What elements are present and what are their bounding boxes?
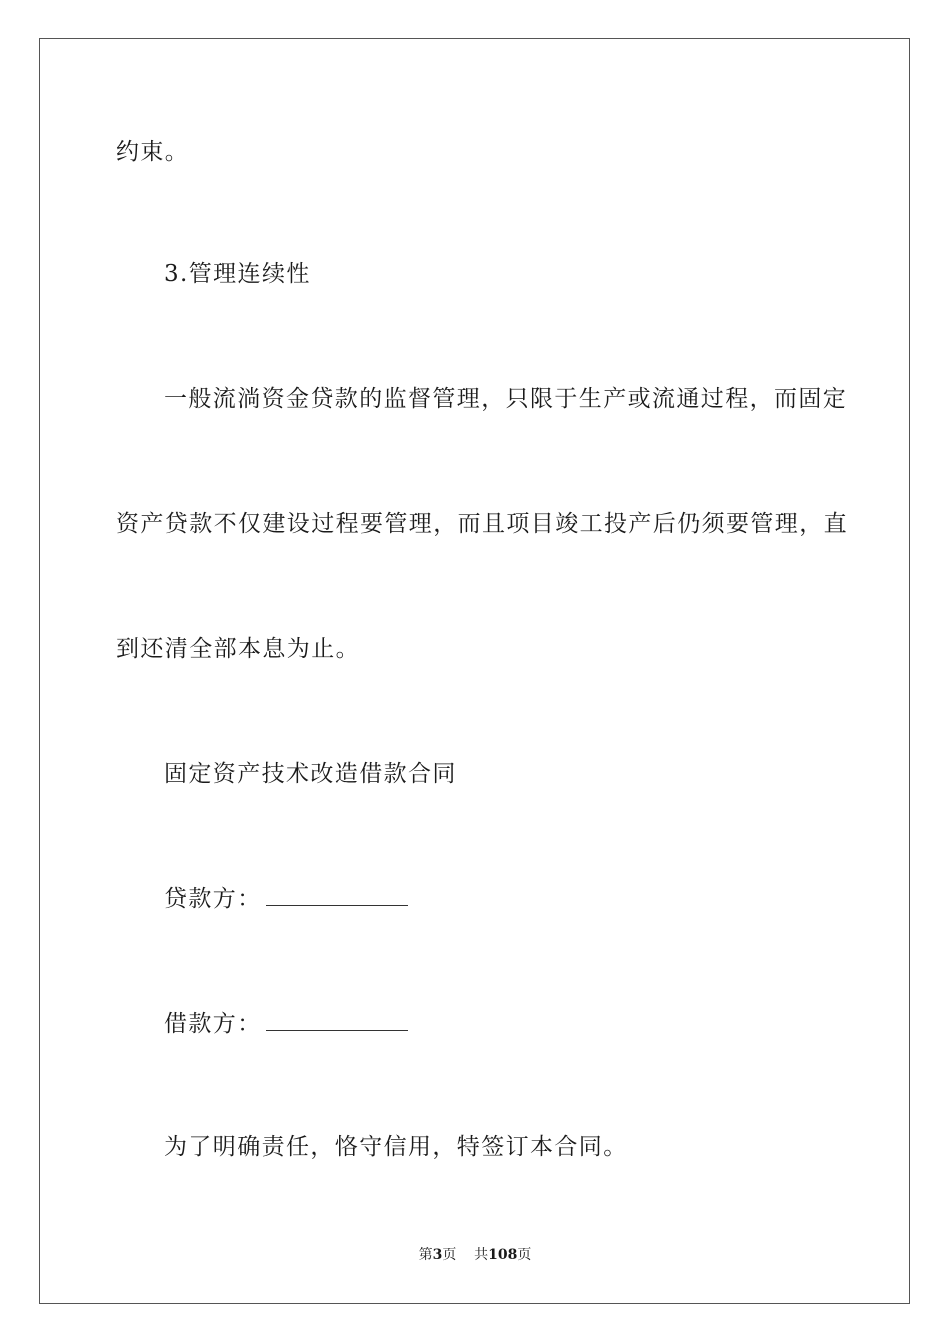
page-suffix: 页 [442,1247,457,1263]
paragraph-line-2: 资产贷款不仅建设过程要管理，而且项目竣工投产后仍须要管理，直 [116,511,848,537]
page-prefix: 第 [418,1247,433,1263]
page-footer [0,1245,950,1265]
closing-sentence: 为了明确责任，恪守信用，特签订本合同。 [164,1134,628,1160]
page-border [39,38,910,1304]
section-heading: 3.管理连续性 [164,261,311,287]
lender-blank-line [266,885,408,906]
borrower-field [164,1009,408,1039]
page-number: 3 [432,1247,443,1263]
paragraph-continuation: 约束。 [116,139,190,165]
borrower-label: 借款方： [164,1011,262,1037]
total-suffix: 页 [517,1247,532,1263]
borrower-blank-line [266,1010,408,1031]
contract-title: 固定资产技术改造借款合同 [164,761,457,787]
paragraph-line-3: 到还清全部本息为止。 [116,636,360,662]
lender-label: 贷款方： [164,886,262,912]
paragraph-line-1: 一般流淌资金贷款的监督管理，只限于生产或流通过程，而固定 [164,386,848,412]
lender-field [164,884,408,914]
total-pages: 108 [488,1247,518,1263]
total-prefix: 共 [474,1247,489,1263]
